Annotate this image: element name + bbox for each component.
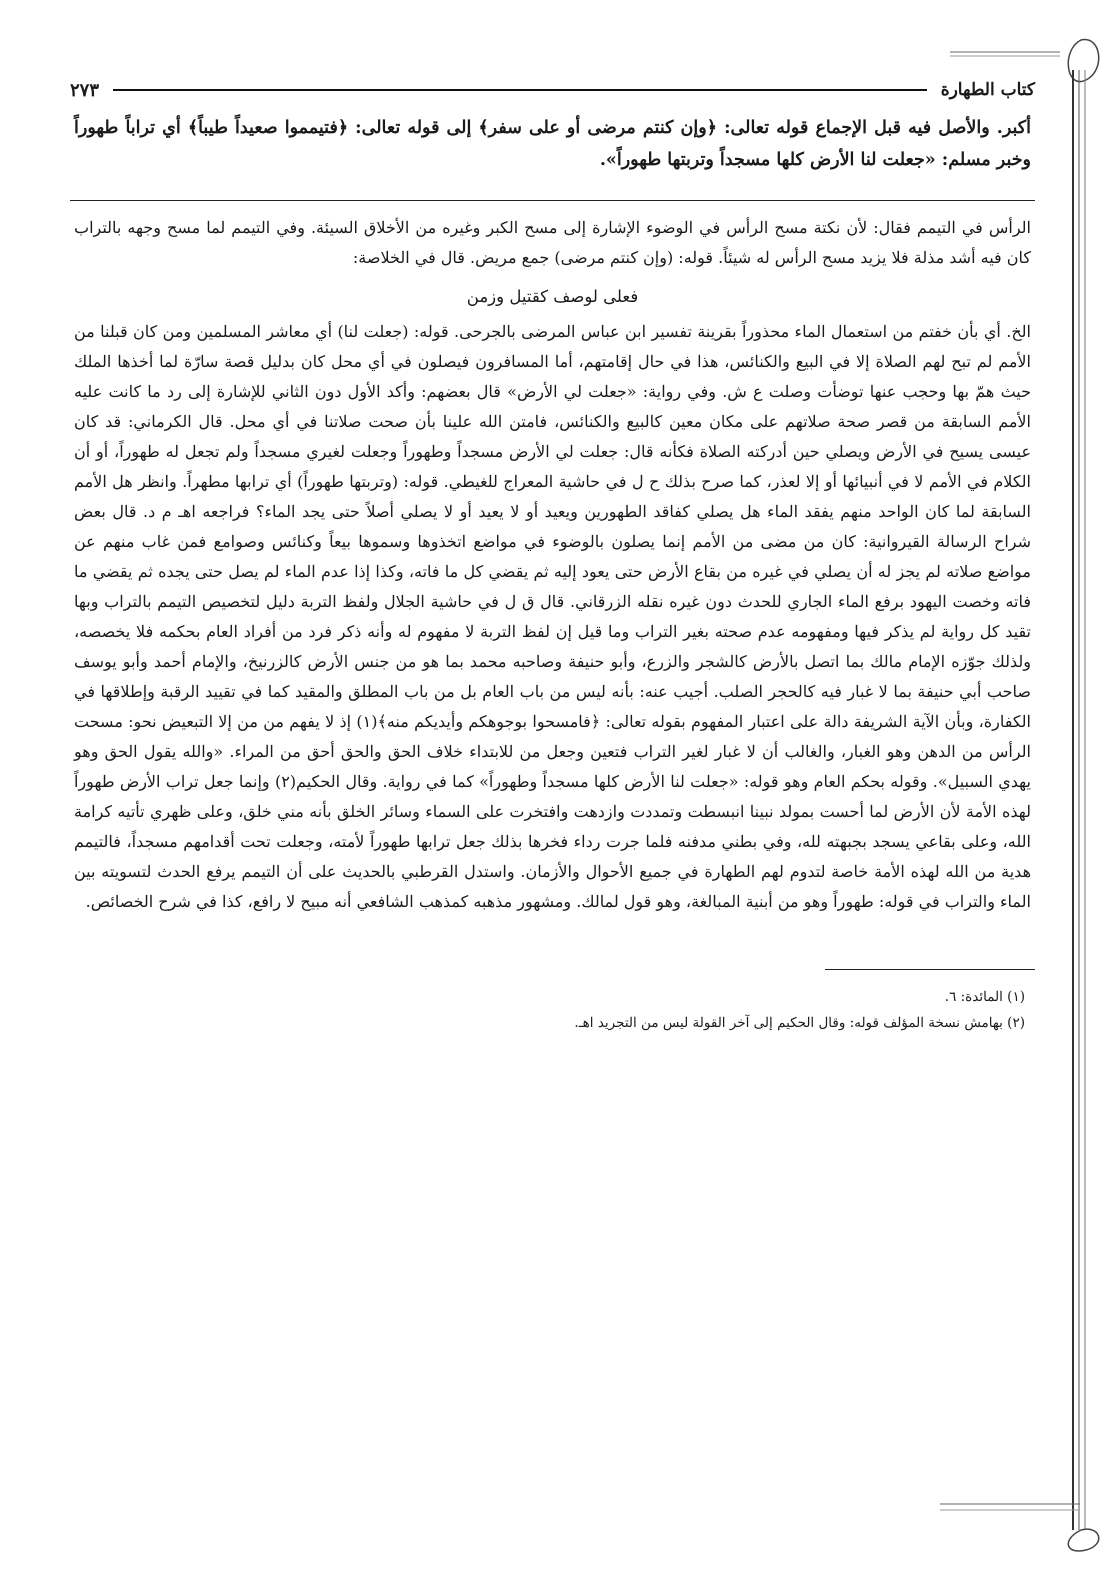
scroll-border-decoration <box>1051 30 1111 1560</box>
footnotes <box>70 984 1035 1036</box>
footnote-separator <box>825 969 1035 970</box>
commentary-paragraph-1: الرأس في التيمم فقال: لأن نكتة مسح الرأس في الوضوء الإشارة إلى مسح الكبر وغيره من الأخلاق السيئة. وفي التيمم لما مسح وجهه بالتراب كان فيه أشد مذلة فلا يزيد مسح الرأس له شيئاً. قوله: (وإن كنتم مرضى) جمع مريض. قال في الخلاصة: <box>74 218 1031 267</box>
text-separator <box>70 200 1035 201</box>
page-number: ٢٧٣ <box>70 79 100 101</box>
book-title: كتاب الطهارة <box>940 80 1035 100</box>
verse-line: فعلى لوصف كقتيل وزمن <box>466 287 639 306</box>
commentary <box>70 213 1035 917</box>
scroll-top-edge <box>950 40 1070 60</box>
main-text-paragraph: أكبر. والأصل فيه قبل الإجماع قوله تعالى: ﴿وإن كنتم مرضى أو على سفر﴾ إلى قوله تعالى: ﴿فتيمموا صعيداً طيباً﴾ أي تراباً طهوراً وخبر مسلم: «جعلت لنا الأرض كلها مسجداً وتربتها طهوراً». <box>74 118 1031 170</box>
commentary-paragraph-2: الخ. أي بأن خفتم من استعمال الماء محذوراً بقرينة تفسير ابن عباس المرضى بالجرحى. قوله: (جعلت لنا) أي معاشر المسلمين ومن كان قبلنا من الأمم لم تبح لهم الصلاة إلا في البيع والكنائس، هذا في حال إقامتهم، أما المسافرون فيصلون في أي محل كان بدليل قصة سارّة لما أخذها الملك حيث همّ بها وحجب عنها توضأت وصلت ع ش. وفي رواية: «جعلت لي الأرض» قال بعضهم: وأكد الأول دون الثاني للإشارة إلى رد ما كانت عليه الأمم السابقة من قصر صحة صلاتهم على مكان معين كالبيع والكنائس، فامتن الله علينا بأن صحت صلاتنا في أي محل. قال الكرماني: قد كان عيسى يسيح في الأرض ويصلي حين أدركته الصلاة فكأنه قال: جعلت لي الأرض مسجداً وطهوراً وجعلت لغيري مسجداً ولم تجعل له طهوراً، أو أن الكلام في الأمم لا في أنبيائها أو إلا لعذر، كما صرح بذلك ح ل في حاشية المعراج للغيطي. قوله: (وتربتها طهوراً) أي ترابها مطهراً. وانظر هل الأمم السابقة لما كان الواحد منهم يفقد الماء هل يصلي كفاقد الطهورين ويعيد أو لا يعيد أو لا يصلي أصلاً حتى يجد الماء؟ فراجعه اهـ م د. قال بعض شراح الرسالة القيروانية: كان من مضى من الأمم إنما يصلون بالوضوء في مواضع اتخذوها وسموها بيعاً وكنائس وصوامع فمن غاب منهم عن مواضع صلاته لم يجز له أن يصلي في غيره من بقاع الأرض حتى يعود إليه ثم يقضي كل ما فاته، وكذا إذا عدم الماء لم يصل حتى يجده ثم يقضي ما فاته وخصت اليهود برفع الماء الجاري للحدث دون غيره نقله الزرقاني. قال ق ل في حاشية الجلال ولفظ التربة دليل لتخصيص التيمم بالتراب وبها تقيد كل رواية لم يذكر فيها ومفهومه عدم صحته بغير التراب وما قيل إن لفظ التربة لا مفهوم له وأنه ذكر فرد من أفراد العام بحكمه فلا يخصصه، ولذلك جوّزه الإمام مالك بما اتصل بالأرض كالشجر والزرع، وأبو حنيفة وصاحبه محمد بما هو من جنس الأرض كالزرنيخ، والإمام أحمد وأبو يوسف صاحب أبي حنيفة بما لا غبار فيه كالحجر الصلب. أجيب عنه: بأنه ليس من باب العام بل من باب المطلق والمقيد كما في تقييد الرقبة وإطلاقها في الكفارة، وبأن الآية الشريفة دالة على اعتبار المفهوم بقوله تعالى: ﴿فامسحوا بوجوهكم وأيديكم منه﴾(١) إذ لا يفهم من من إلا التبعيض نحو: مسحت الرأس من الدهن وهو الغبار، والغالب أن لا غبار لغير التراب فتعين وجعل من للابتداء خلاف الحق والحق أحق من المراء. «والله يقول الحق وهو يهدي السبيل». وقوله بحكم العام وهو قوله: «جعلت لنا الأرض كلها مسجداً وطهوراً» كما في رواية. وقال الحكيم(٢) وإنما جعل تراب الأرض طهوراً لهذه الأمة لأن الأرض لما أحست بمولد نبينا انبسطت وتمددت وازدهت وافتخرت على السماء وسائر الخلق بأنه مني خلق، وعلى ظهري تأتيه كرامة الله، وعلى بقاعي يسجد بجبهته لله، وفي بطني مدفنه فلما جرت رداء فخرها بذلك جعل ترابها طهوراً لأمته، وجعلت تحت أقدامهم مسجداً، فالتيمم هدية من الله لهذه الأمة خاصة لتدوم لهم الطهارة في جميع الأحوال والأزمان. واستدل القرطبي بالحديث على أن التيمم يرفع الحدث لتسويته بين الماء والتراب في قوله: طهوراً وهو من أبنية المبالغة، وهو قول لمالك. ومشهور مذهبه كمذهب الشافعي أنه مبيح لا رافع، كذا في شرح الخصائص. <box>74 322 1032 911</box>
main-text <box>70 112 1035 176</box>
page-header <box>70 70 1035 110</box>
footnote-1: (١) المائدة: ٦. <box>944 989 1025 1005</box>
footnote-2: (٢) بهامش نسخة المؤلف قوله: وقال الحكيم إلى آخر القولة ليس من التجريد اهـ. <box>574 1015 1025 1031</box>
header-rule <box>113 89 927 91</box>
book-page <box>70 70 1035 1510</box>
